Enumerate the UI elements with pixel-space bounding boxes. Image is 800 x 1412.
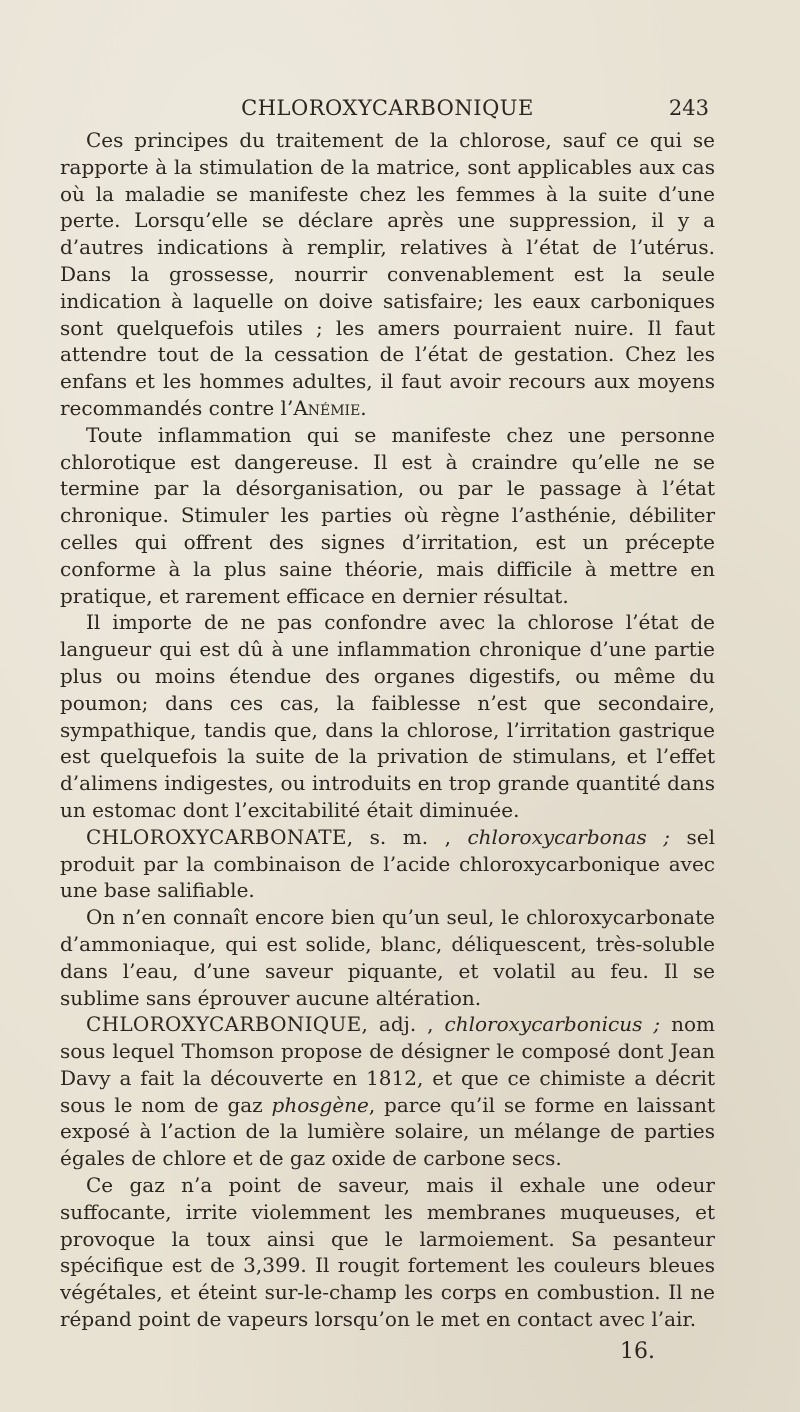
entry-italic-term: phosgène: [271, 1092, 369, 1117]
entry-definition: nom sous lequel Thomson propose de désigner le composé dont Jean Davy a fait la découverte en 1812, et que ce chimiste a décrit sous le nom de gaz: [60, 1012, 716, 1117]
paragraph-text: Ces principes du traitement de la chlorose, sauf ce qui se rapporte à la stimulation de la matrice, sont applicables aux cas où la maladie se manifeste chez les femmes à la suite d’une perte. Lorsqu’elle se déclare après une suppression, il y a d’autres indications à remplir, relatives à l’état de l’utérus. Dans la grossesse, nourrir convenablement est la seule indication à laquelle on doive satisfaire; les eaux carboniques sont quelquefois utiles ; les amers pourraient nuire. Il faut attendre tout de la cessation de l’état de gestation. Chez les enfans et les hommes adultes, il faut avoir recours aux moyens recommandés contre l’: [60, 128, 715, 420]
cross-reference-anemie: Anémie.: [293, 395, 367, 420]
entry-definition-continued: , parce qu’il se forme en laissant exposé à l’action de la lumière solaire, un mélange de parties égales de chlore et de gaz oxide de carbone secs.: [60, 1092, 715, 1171]
page-number: 243: [668, 96, 709, 120]
entry-chloroxycarbonate: [60, 824, 715, 904]
entry-headword: CHLOROXYCARBONATE: [86, 824, 347, 849]
text-column: [60, 95, 715, 1366]
paragraph-langueur: Il importe de ne pas confondre avec la chlorose l’état de langueur qui est dû à une inflammation chronique d’une partie plus ou moins étendue des organes digestifs, ou même du poumon; dans ces cas, la faiblesse n’est que secondaire, sympathique, tandis que, dans la chlorose, l’irritation gastrique est quelquefois la suite de la privation de stimulans, et l’effet d’alimens indigestes, ou introduits en trop grande quantité dans un estomac dont l’excitabilité était diminuée.: [60, 610, 715, 822]
signature-mark: 16.: [620, 1338, 655, 1364]
paragraph-chlorosis-treatment: [60, 127, 715, 422]
page-header: [60, 95, 715, 125]
entry-chloroxycarbonique: [60, 1011, 715, 1172]
paragraph-gas-properties: Ce gaz n’a point de saveur, mais il exhale une odeur suffocante, irrite violemment les membranes muqueuses, et provoque la toux ainsi que le larmoiement. Sa pesanteur spécifique est de 3,399. Il rougit fortement les couleurs bleues végétales, et éteint sur-le-champ les corps en combustion. Il ne répand point de vapeurs lorsqu’on le met en contact avec l’air.: [60, 1173, 715, 1332]
entry-latin-term: chloroxycarbonas ;: [467, 824, 670, 849]
entry-grammar: , adj. ,: [361, 1012, 445, 1037]
entry-latin-term: chloroxycarbonicus ;: [444, 1012, 661, 1037]
entry-headword: CHLOROXYCARBONIQUE: [86, 1012, 362, 1037]
paragraph-ammonia-salt: On n’en connaît encore bien qu’un seul, le chloroxycarbonate d’ammoniaque, qui est solide, blanc, déliquescent, très-soluble dans l’eau, d’une saveur piquante, et volatil au feu. Il se sublime sans éprouver aucune altération.: [60, 905, 715, 1010]
entry-grammar: , s. m. ,: [346, 824, 468, 849]
entry-definition: sel produit par la combinaison de l’acide chloroxycarbonique avec une base salifiable.: [60, 824, 715, 903]
paragraph-inflammation: Toute inflammation qui se manifeste chez une personne chlorotique est dangereuse. Il est à craindre qu’elle ne se termine par la désorganisation, ou par le passage à l’état chronique. Stimuler les parties où règne l’asthénie, débiliter celles qui offrent des signes d’irritation, est un précepte conforme à la plus saine théorie, mais difficile à mettre en pratique, et rarement efficace en dernier résultat.: [60, 422, 715, 608]
running-title: CHLOROXYCARBONIQUE: [241, 96, 534, 120]
